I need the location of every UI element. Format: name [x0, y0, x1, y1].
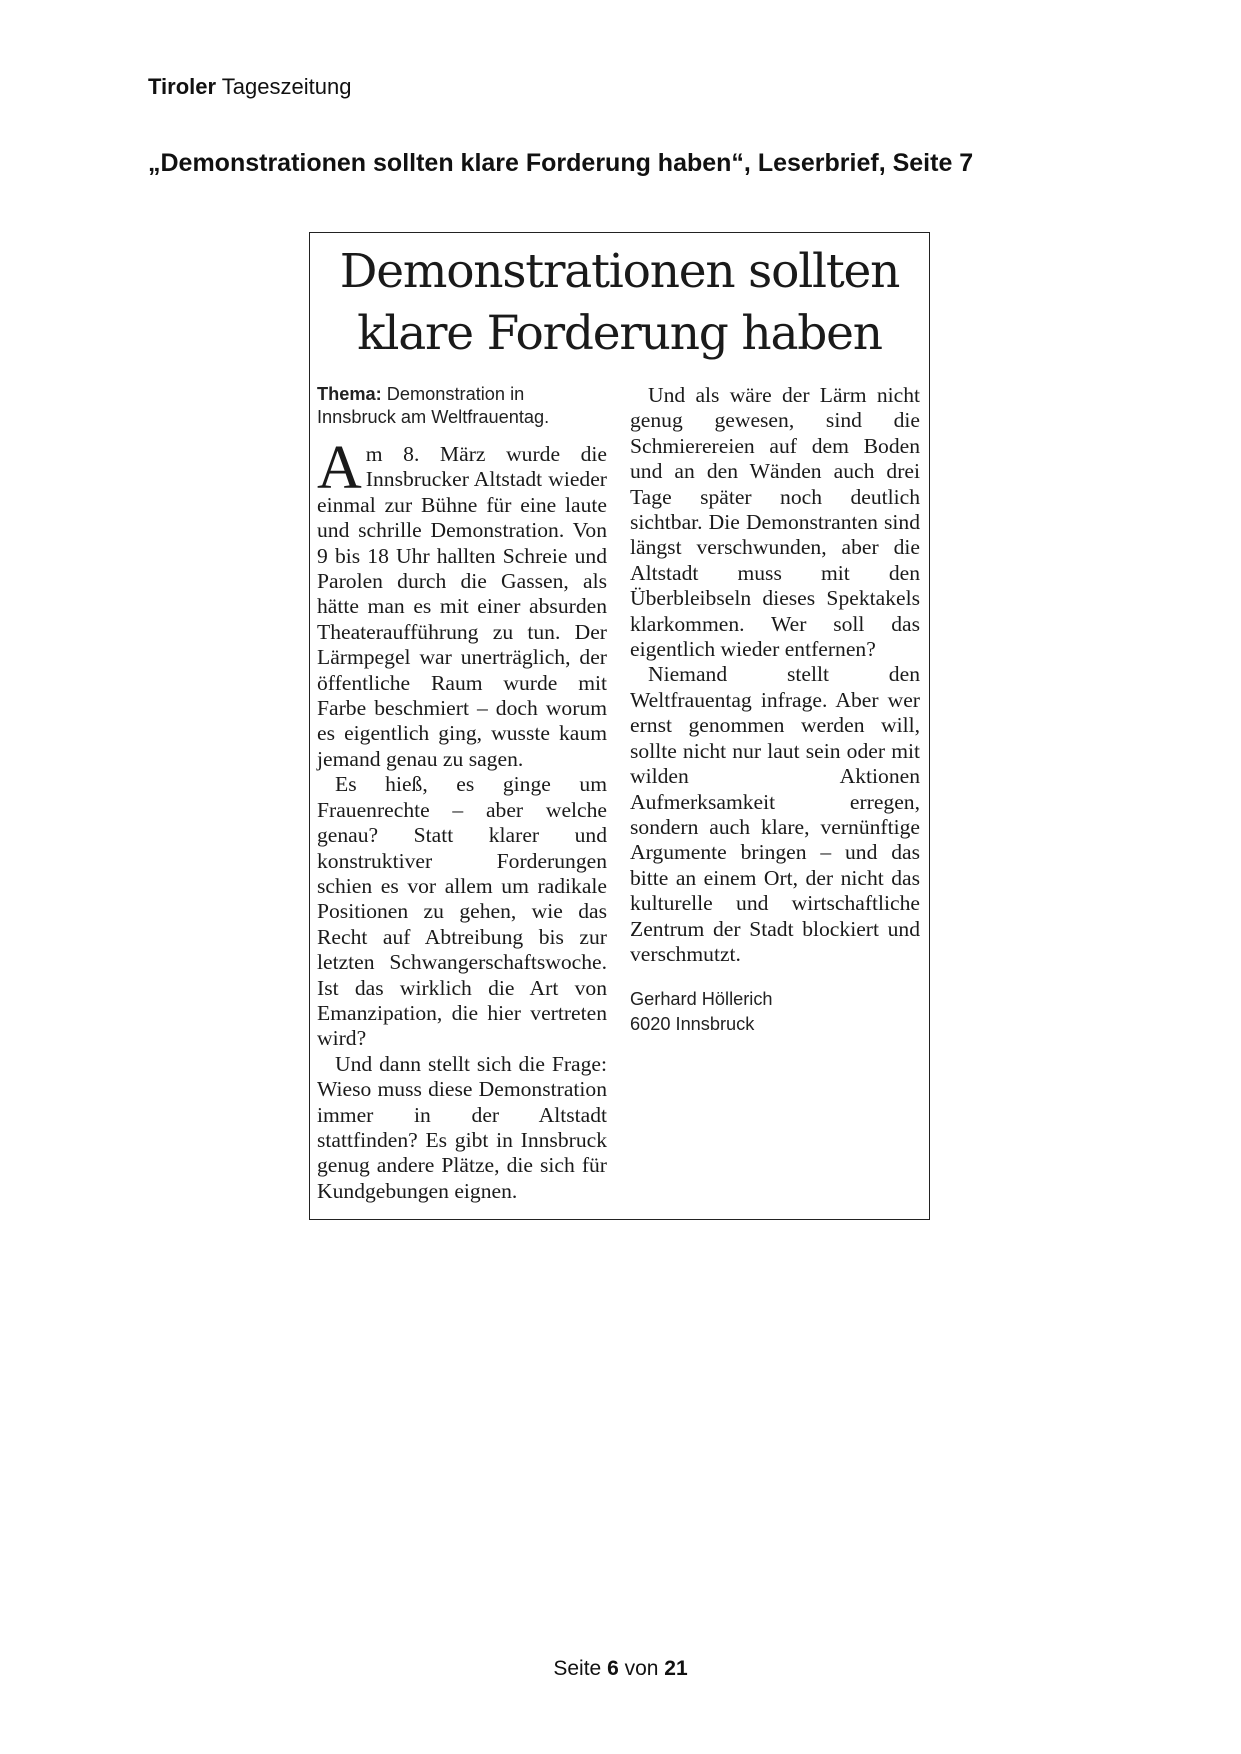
headline-line-2: klare Forderung haben: [357, 306, 882, 361]
paragraph-4: Und als wäre der Lärm nicht genug gewesen, sind die Schmierereien auf dem Boden und an den Wänden auch drei Tage später noch deutlich sichtbar. Die Demonstranten sind längst verschwunden, aber die Altstadt muss mit den Überbleibseln dieses Spektakels klarkommen. Wer soll das eigentlich wieder entfernen?: [630, 383, 920, 662]
page-number: 6: [607, 1657, 619, 1680]
paragraph-1: [317, 434, 607, 772]
publication-name: [148, 74, 351, 100]
column-left: [317, 383, 607, 1204]
page-counter: [0, 1657, 1241, 1681]
publication-name-bold: Tiroler: [148, 74, 217, 99]
author-name: Gerhard Höllerich: [630, 989, 773, 1010]
publication-name-rest: Tageszeitung: [221, 74, 352, 99]
newspaper-clipping: [309, 232, 930, 1220]
headline-line-1: Demonstrationen sollten: [339, 244, 900, 299]
page-counter-prefix: Seite: [553, 1657, 602, 1680]
paragraph-2: Es hieß, es ginge um Frauenrechte – aber welche genau? Statt klarer und konstruktiver Forderungen schien es vor allem um radikale Positionen zu gehen, wie das Recht auf Abtreibung bis zur letzten Schwangerschaftswoche. Ist das wirklich die Art von Emanzipation, die hier vertreten wird?: [317, 772, 607, 1051]
topic-text: Demonstration in Innsbruck am Weltfrauentag.: [317, 384, 550, 427]
article-columns: [317, 383, 920, 1203]
page-counter-middle: von: [624, 1657, 659, 1680]
author-signature: [630, 987, 920, 1037]
document-title: „Demonstrationen sollten klare Forderung haben“, Leserbrief, Seite 7: [148, 149, 974, 177]
paragraph-5: Niemand stellt den Weltfrauentag infrage. Aber wer ernst genommen werden will, sollte nicht nur laut sein oder mit wilden Aktionen Aufmerksamkeit erregen, sondern auch klare, vernünftige Argumente bringen – und das bitte an einem Ort, der nicht das kulturelle und wirtschaftliche Zentrum der Stadt blockiert und verschmutzt.: [630, 662, 920, 966]
topic-line: [317, 383, 607, 429]
author-place: 6020 Innsbruck: [630, 1014, 755, 1035]
column-right: [630, 383, 920, 1037]
page-total: 21: [664, 1657, 688, 1680]
paragraph-3: Und dann stellt sich die Frage: Wieso muss diese Demonstration immer in der Altstadt stattfinden? Es gibt in Innsbruck genug andere Plätze, die sich für Kundgebungen eignen.: [317, 1051, 607, 1203]
article-headline: [310, 241, 929, 365]
topic-label: Thema:: [317, 384, 382, 404]
drop-cap: A: [317, 434, 362, 502]
paragraph-1-text: m 8. März wurde die Innsbrucker Altstadt wieder einmal zur Bühne für eine laute und schrille Demonstration. Von 9 bis 18 Uhr hallten Schreie und Parolen durch die Gassen, als hätte man es mit einer absurden Theateraufführung zu tun. Der Lärmpegel war unerträglich, der öffentliche Raum wurde mit Farbe beschmiert – doch worum es eigentlich ging, wusste kaum jemand genau zu sagen.: [317, 442, 607, 771]
